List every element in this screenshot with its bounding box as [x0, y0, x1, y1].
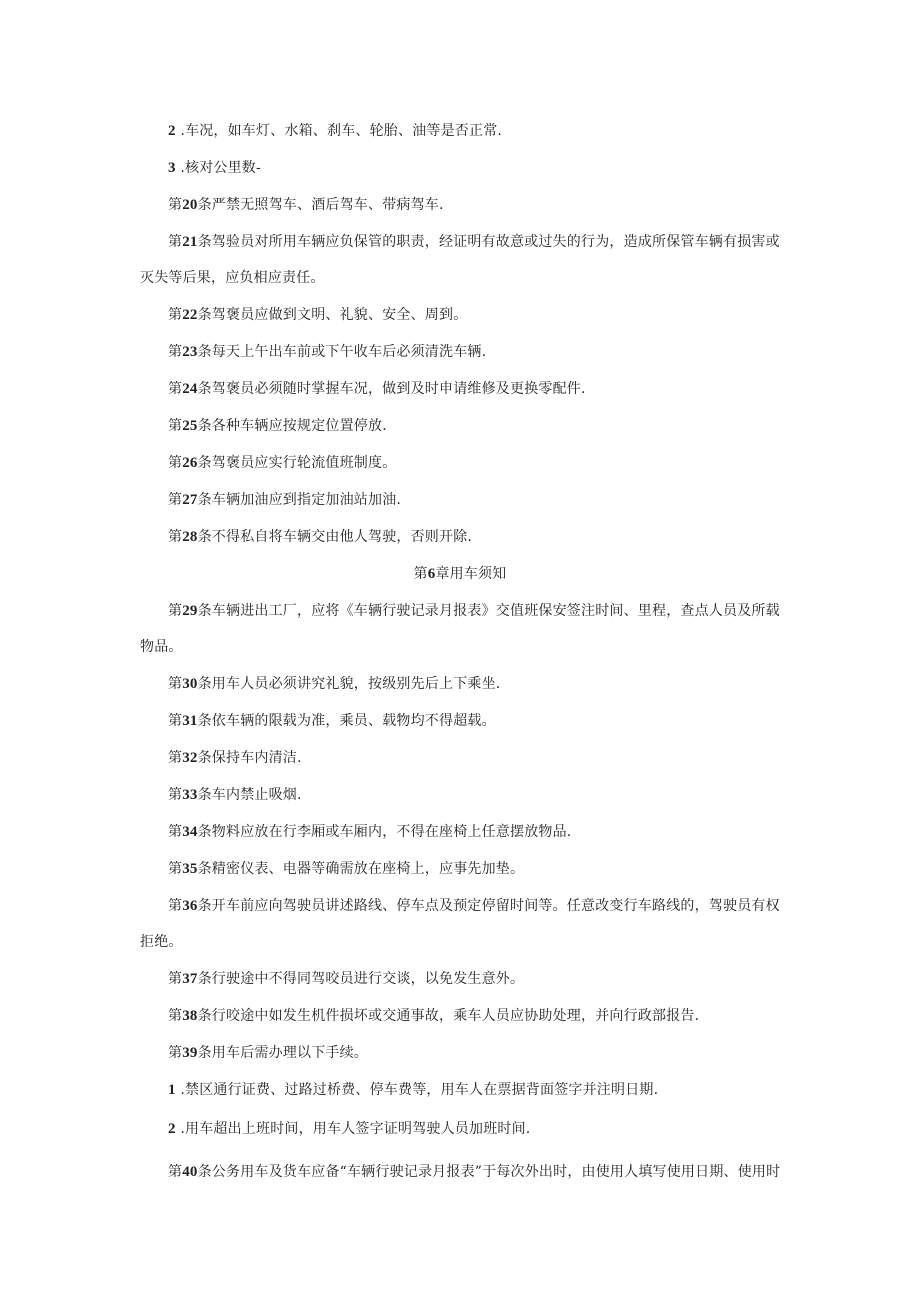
- list-item-2-vehicle-condition: 2 .车况，如车灯、水箱、刹车、轮胎、油等是否正常.: [168, 123, 503, 139]
- article-number: 20: [182, 197, 198, 213]
- item-number: 2: [168, 1121, 176, 1137]
- article-26: 第26条驾褒员应实行轮流值班制度。: [168, 455, 397, 471]
- list-item-3-odometer: 3 .核对公里数-: [168, 160, 261, 176]
- article-32: 第32条保持车内清洁.: [168, 750, 302, 766]
- article-number: 27: [182, 492, 198, 508]
- article-35: 第35条精密仪表、电器等确需放在座椅上，应事先加垫。: [168, 861, 525, 877]
- article-number: 30: [182, 676, 198, 692]
- article-29: 第29条车辆进出工厂，应将《车辆行驶记录月报表》交值班保安签注时间、里程，查点人员及所载: [168, 603, 780, 619]
- article-number: 31: [182, 713, 198, 729]
- article-number: 39: [182, 1045, 198, 1061]
- article-28: 第28条不得私自将车辆交由他人驾驶，否则开除.: [168, 529, 473, 545]
- article-number: 21: [182, 234, 198, 250]
- article-number: 25: [182, 418, 198, 434]
- article-25: 第25条各种车辆应按规定位置停放.: [168, 418, 387, 434]
- article-22: 第22条驾褒员应做到文明、礼貌、安全、周到。: [168, 307, 468, 323]
- article-number: 34: [182, 824, 198, 840]
- chapter-6-heading: 第6章用车须知: [413, 566, 507, 582]
- list-item-2-overtime: 2 .用车超出上班时间，用车人签字证明驾驶人员加班时间.: [168, 1121, 531, 1137]
- article-number: 28: [182, 529, 198, 545]
- article-21-continuation: 灭失等后果，应负相应责任。: [140, 270, 325, 286]
- article-36: 第36条开车前应向驾驶员讲述路线、停车点及预定停留时间等。任意改变行车路线的，驾驶员有权: [168, 898, 780, 914]
- article-31: 第31条依车辆的限载为准，乘员、载物均不得超载。: [168, 713, 496, 729]
- article-20: 第20条严禁无照驾车、酒后驾车、带病驾车.: [168, 197, 444, 213]
- article-27: 第27条车辆加油应到指定加油站加油.: [168, 492, 402, 508]
- article-number: 26: [182, 455, 198, 471]
- article-24: 第24条驾褒员必须随时掌握车况，做到及时申请维修及更换零配件.: [168, 381, 586, 397]
- article-number: 37: [182, 971, 198, 987]
- list-item-1-fees: 1 .禁区通行证费、过路过桥费、停车费等，用车人在票据背面签字并注明日期.: [168, 1082, 659, 1098]
- article-number: 35: [182, 861, 198, 877]
- article-number: 23: [182, 344, 198, 360]
- article-number: 32: [182, 750, 198, 766]
- article-21: 第21条驾验员对所用车辆应负保管的职责，经证明有故意或过失的行为，造成所保管车辆有损害或: [168, 234, 780, 250]
- item-number: 1: [168, 1082, 176, 1098]
- article-39: 第39条用车后需办理以下手续。: [168, 1045, 369, 1061]
- article-number: 38: [182, 1008, 198, 1024]
- article-33: 第33条车内禁止吸烟.: [168, 787, 302, 803]
- article-number: 40: [182, 1164, 198, 1180]
- article-40: 第40条公务用车及货车应备“车辆行驶记录月报表”于每次外出时，由使用人填写使用日期、使用时: [168, 1164, 781, 1180]
- article-36-continuation: 拒绝。: [140, 934, 183, 950]
- article-number: 24: [182, 381, 198, 397]
- item-number: 2: [168, 123, 176, 139]
- article-number: 36: [182, 898, 198, 914]
- chapter-number: 6: [427, 566, 436, 582]
- article-37: 第37条行驶途中不得同驾咬员进行交谈，以免发生意外。: [168, 971, 525, 987]
- article-38: 第38条行咬途中如发生机件损坏或交通事故，乘车人员应协助处理，并向行政部报告.: [168, 1008, 700, 1024]
- article-number: 33: [182, 787, 198, 803]
- article-number: 22: [182, 307, 198, 323]
- article-34: 第34条物料应放在行李厢或车厢内，不得在座椅上任意摆放物品.: [168, 824, 572, 840]
- article-29-continuation: 物品。: [140, 639, 183, 655]
- article-23: 第23条每天上午出车前或下午收车后必须清洗车辆.: [168, 344, 487, 360]
- article-30: 第30条用车人员必须讲究礼貌，按级别先后上下乘坐.: [168, 676, 501, 692]
- article-number: 29: [182, 603, 198, 619]
- item-number: 3: [168, 160, 176, 176]
